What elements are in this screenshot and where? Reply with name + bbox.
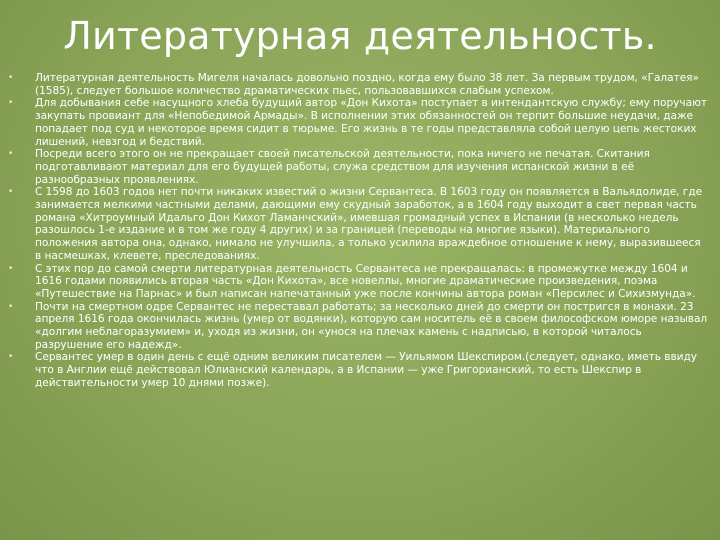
bullet-item [0, 148, 720, 186]
bullet-text: Посреди всего этого он не прекращает своей писательской деятельности, пока ничего не печатая. Скитания подготавливают материал для его будущей работы, служа средством для изучения испанской жизни в её разнообразных проявлениях. [35, 148, 650, 186]
bullet-marker-icon: • [8, 352, 14, 363]
bullet-item [0, 186, 720, 262]
bullet-marker-icon: • [8, 301, 14, 312]
bullet-marker-icon: • [8, 187, 14, 198]
bullet-item [0, 97, 720, 148]
bullet-text: Сервантес умер в один день с ещё одним великим писателем — Уильямом Шекспиром.(следует, однако, иметь ввиду что в Англии ещё действовал Юлианский календарь, а в Испании — уже Григорианский, то есть Шекспир в действительности умер 10 днями позже). [35, 351, 697, 389]
bullet-item [0, 263, 720, 301]
bullet-item [0, 72, 720, 97]
slide-title: Литературная деятельность. [63, 14, 657, 58]
bullet-text: Литературная деятельность Мигеля началась довольно поздно, когда ему было 38 лет. За первым трудом, «Галатея» (1585), следует большое количество драматических пьес, пользовавшихся слабым успехом. [35, 72, 699, 97]
bullet-list [0, 72, 720, 390]
bullet-text: Почти на смертном одре Сервантес не переставал работать; за несколько дней до смерти он постригся в монахи. 23 апреля 1616 года окончилась жизнь (умер от водянки), которую сам носитель её в своем философском юморе называл «долгим неблагоразумием» и, уходя из жизни, он «унося на плечах камень с надписью, в которой читалось разрушение его надежд». [35, 300, 708, 351]
bullet-marker-icon: • [8, 73, 14, 83]
bullet-text: Для добывания себе насущного хлеба будущий автор «Дон Кихота» поступает в интендантскую службу; ему поручают закупать провиант для «Непобедимой Армады». В исполнении этих обязанностей он терпит большие неудачи, даже попадает под суд и некоторое время сидит в тюрьме. Его жизнь в те годы представляла собой целую цепь жестоких лишений, невзгод и бедствий. [35, 97, 708, 148]
bullet-item [0, 301, 720, 352]
bullet-marker-icon: • [8, 98, 14, 109]
bullet-marker-icon: • [8, 263, 14, 274]
bullet-marker-icon: • [8, 149, 14, 160]
bullet-item [0, 351, 720, 389]
bullet-text: С 1598 до 1603 годов нет почти никаких известий о жизни Сервантеса. В 1603 году он появляется в Вальядолиде, где занимается мелкими частными делами, дающими ему скудный заработок, а в 1604 году выходит в свет первая часть романа «Хитроумный Идальго Дон Кихот Ламанчский», имевшая громадный успех в Испании (в несколько недель разошлось 1-е издание и в том же году 4 других) и за границей (переводы на многие языки). Материального положения автора она, однако, нимало не улучшила, а только усилила враждебное отношение к нему, выразившееся в насмешках, клевете, преследованиях. [35, 186, 703, 262]
bullet-text: С этих пор до самой смерти литературная деятельность Сервантеса не прекращалась: в промежутке между 1604 и 1616 годами появились вторая часть «Дон Кихота», все новеллы, многие драматические произведения, поэма «Путешествие на Парнас» и был написан напечатанный уже после кончины автора роман «Персилес и Сихизмунда». [35, 262, 696, 300]
